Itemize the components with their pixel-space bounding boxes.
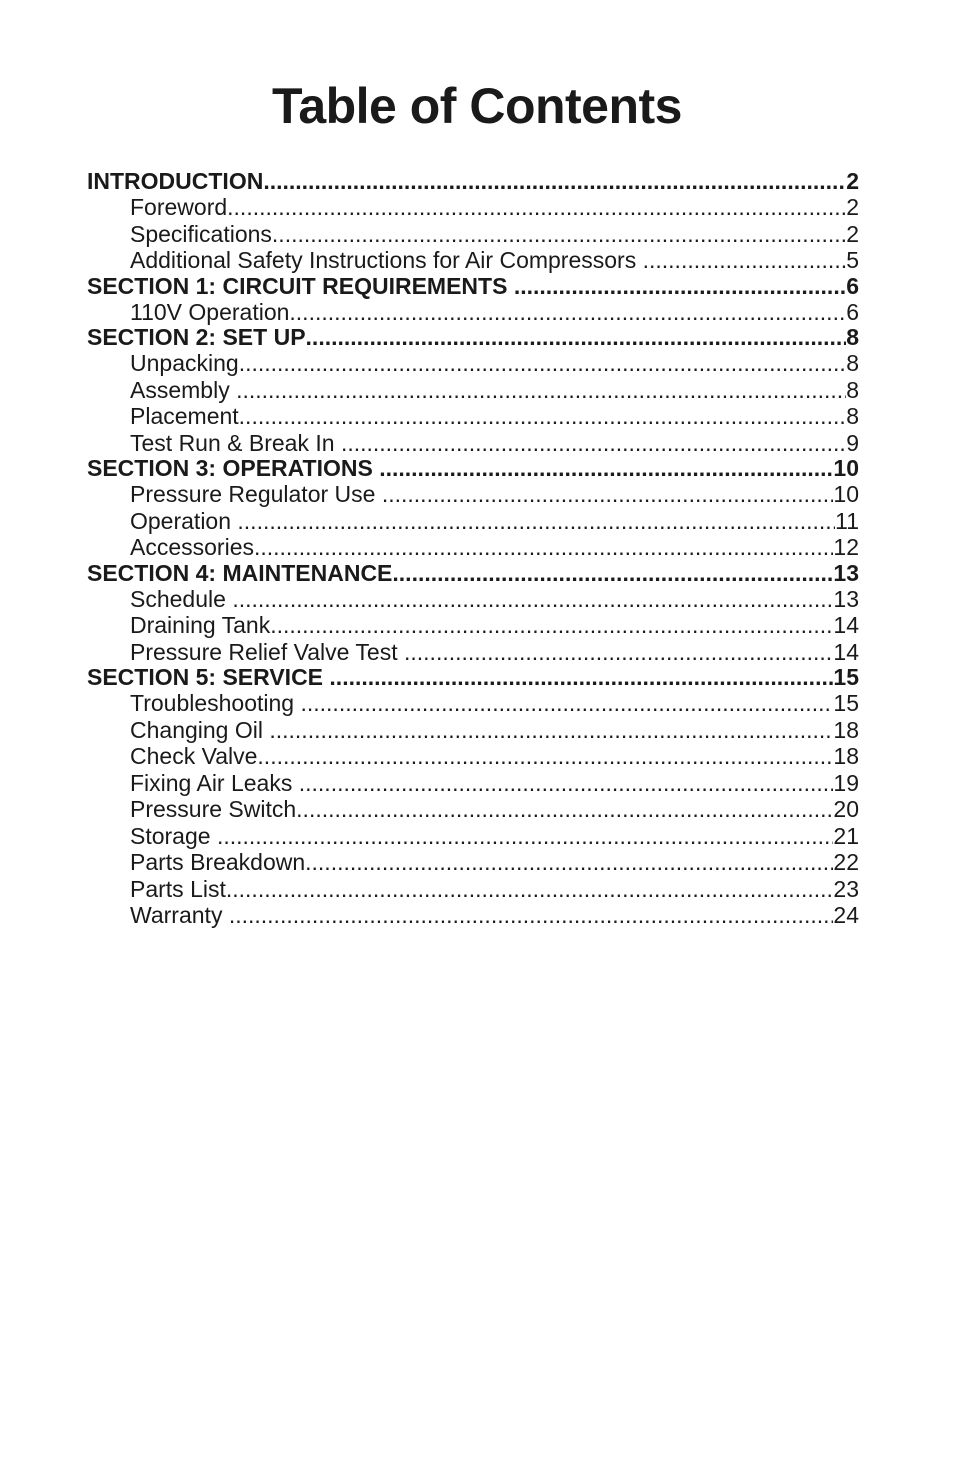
- toc-entry-label: Troubleshooting: [130, 690, 301, 716]
- toc-entry-page: 10: [833, 481, 859, 507]
- toc-entry-page: 2: [846, 220, 859, 247]
- toc-entry-label: Placement: [130, 403, 239, 429]
- dot-leader: [263, 169, 846, 194]
- dot-leader: [217, 823, 833, 850]
- toc-entry-label: SECTION 1: CIRCUIT REQUIREMENTS: [87, 273, 514, 299]
- dot-leader: [392, 561, 833, 586]
- dot-leader: [289, 299, 846, 326]
- dot-leader: [382, 481, 834, 508]
- dot-leader: [379, 456, 833, 481]
- dot-leader: [269, 717, 833, 744]
- toc-entry-storage[interactable]: [87, 823, 859, 850]
- toc-entry-page: 18: [833, 716, 859, 743]
- toc-entry-schedule[interactable]: [87, 586, 859, 613]
- dot-leader: [239, 350, 847, 377]
- toc-entry-page: 8: [846, 403, 859, 429]
- toc-entry-label: Storage: [130, 822, 217, 849]
- dot-leader: [643, 247, 847, 274]
- toc-entry-operation[interactable]: [87, 508, 859, 535]
- toc-entry-page: 15: [833, 665, 859, 690]
- toc-entry-parts-list[interactable]: [87, 876, 859, 903]
- toc-entry-page: 15: [833, 690, 859, 716]
- toc-entry-label: Fixing Air Leaks: [130, 769, 299, 796]
- toc-entry-specifications[interactable]: [87, 221, 859, 248]
- toc-entry-section-3[interactable]: [87, 456, 859, 481]
- dot-leader: [239, 403, 847, 430]
- toc-entry-page: 19: [833, 769, 859, 796]
- toc-entry-relief-valve-test[interactable]: [87, 639, 859, 666]
- toc-entry-label: Additional Safety Instructions for Air Compressors: [130, 247, 643, 273]
- toc-entry-section-1[interactable]: [87, 274, 859, 299]
- dot-leader: [232, 586, 833, 613]
- toc-entry-label: Pressure Switch: [130, 796, 297, 822]
- toc-entry-test-run[interactable]: [87, 430, 859, 457]
- toc-entry-pressure-switch[interactable]: [87, 796, 859, 823]
- toc-entry-label: Specifications: [130, 220, 272, 247]
- dot-leader: [300, 690, 833, 717]
- toc-entry-safety-instructions[interactable]: [87, 247, 859, 274]
- toc-entry-page: 8: [846, 325, 859, 350]
- toc-entry-label: Test Run & Break In: [130, 429, 341, 456]
- toc-entry-label: SECTION 5: SERVICE: [87, 665, 330, 690]
- toc-entry-label: Changing Oil: [130, 716, 270, 743]
- toc-entry-pressure-regulator[interactable]: [87, 481, 859, 508]
- dot-leader: [329, 665, 833, 690]
- toc-entry-section-5[interactable]: [87, 665, 859, 690]
- dot-leader: [514, 274, 846, 299]
- toc-entry-section-2[interactable]: [87, 325, 859, 350]
- toc-entry-label: Schedule: [130, 585, 233, 612]
- dot-leader: [227, 194, 846, 221]
- toc-entry-introduction[interactable]: [87, 169, 859, 194]
- toc-entry-label: Parts List: [130, 875, 226, 902]
- toc-entry-fixing-air-leaks[interactable]: [87, 770, 859, 797]
- table-of-contents: [87, 169, 859, 929]
- page-title: Table of Contents: [271, 78, 682, 134]
- toc-entry-page: 12: [833, 534, 859, 560]
- toc-entry-placement[interactable]: [87, 403, 859, 430]
- toc-entry-page: 22: [833, 849, 859, 875]
- toc-entry-page: 21: [833, 822, 859, 849]
- toc-entry-page: 6: [846, 298, 859, 325]
- dot-leader: [270, 612, 833, 639]
- toc-entry-page: 24: [833, 902, 859, 928]
- dot-leader: [237, 508, 835, 535]
- toc-entry-label: 110V Operation: [130, 298, 290, 325]
- toc-entry-page: 9: [846, 429, 859, 456]
- toc-entry-page: 14: [833, 638, 859, 665]
- toc-entry-page: 8: [846, 350, 859, 376]
- toc-entry-label: Check Valve: [130, 743, 258, 769]
- toc-entry-warranty[interactable]: [87, 902, 859, 929]
- toc-entry-draining-tank[interactable]: [87, 612, 859, 639]
- toc-entry-section-4[interactable]: [87, 561, 859, 586]
- toc-entry-label: Warranty: [130, 902, 229, 928]
- dot-leader: [404, 639, 833, 666]
- toc-entry-page: 11: [835, 507, 859, 534]
- dot-leader: [296, 796, 833, 823]
- toc-entry-page: 23: [833, 875, 859, 902]
- dot-leader: [229, 902, 834, 929]
- toc-entry-110v-operation[interactable]: [87, 299, 859, 326]
- toc-entry-page: 10: [833, 456, 859, 481]
- toc-entry-page: 5: [846, 247, 859, 273]
- toc-entry-label: Draining Tank: [130, 612, 271, 638]
- dot-leader: [236, 377, 846, 404]
- toc-entry-label: Pressure Relief Valve Test: [130, 638, 404, 665]
- toc-entry-parts-breakdown[interactable]: [87, 849, 859, 876]
- dot-leader: [305, 849, 833, 876]
- toc-entry-label: Accessories: [130, 534, 254, 560]
- toc-entry-foreword[interactable]: [87, 194, 859, 221]
- toc-entry-label: SECTION 4: MAINTENANCE: [87, 560, 393, 586]
- toc-entry-page: 2: [846, 194, 859, 220]
- dot-leader: [254, 534, 833, 561]
- toc-entry-accessories[interactable]: [87, 534, 859, 561]
- toc-entry-label: Foreword: [130, 194, 228, 220]
- toc-entry-label: Parts Breakdown: [130, 849, 306, 875]
- toc-entry-changing-oil[interactable]: [87, 717, 859, 744]
- dot-leader: [299, 770, 834, 797]
- dot-leader: [226, 876, 834, 903]
- toc-entry-assembly[interactable]: [87, 377, 859, 404]
- toc-entry-page: 8: [846, 376, 859, 403]
- toc-entry-page: 14: [833, 612, 859, 638]
- toc-entry-page: 2: [846, 169, 859, 194]
- toc-entry-label: INTRODUCTION: [87, 169, 264, 194]
- toc-entry-troubleshooting[interactable]: [87, 690, 859, 717]
- dot-leader: [306, 325, 847, 350]
- dot-leader: [257, 743, 833, 770]
- toc-entry-label: SECTION 3: OPERATIONS: [87, 456, 380, 481]
- toc-entry-page: 18: [833, 743, 859, 769]
- toc-entry-label: SECTION 2: SET UP: [87, 325, 306, 350]
- toc-entry-page: 13: [833, 585, 859, 612]
- toc-entry-page: 20: [833, 796, 859, 822]
- dot-leader: [272, 221, 846, 248]
- toc-entry-label: Assembly: [130, 376, 237, 403]
- toc-entry-label: Unpacking: [130, 350, 239, 376]
- toc-entry-page: 6: [846, 273, 859, 299]
- toc-entry-page: 13: [833, 560, 859, 586]
- dot-leader: [341, 430, 846, 457]
- toc-entry-label: Operation: [130, 507, 238, 534]
- toc-entry-unpacking[interactable]: [87, 350, 859, 377]
- toc-entry-check-valve[interactable]: [87, 743, 859, 770]
- toc-entry-label: Pressure Regulator Use: [130, 481, 382, 507]
